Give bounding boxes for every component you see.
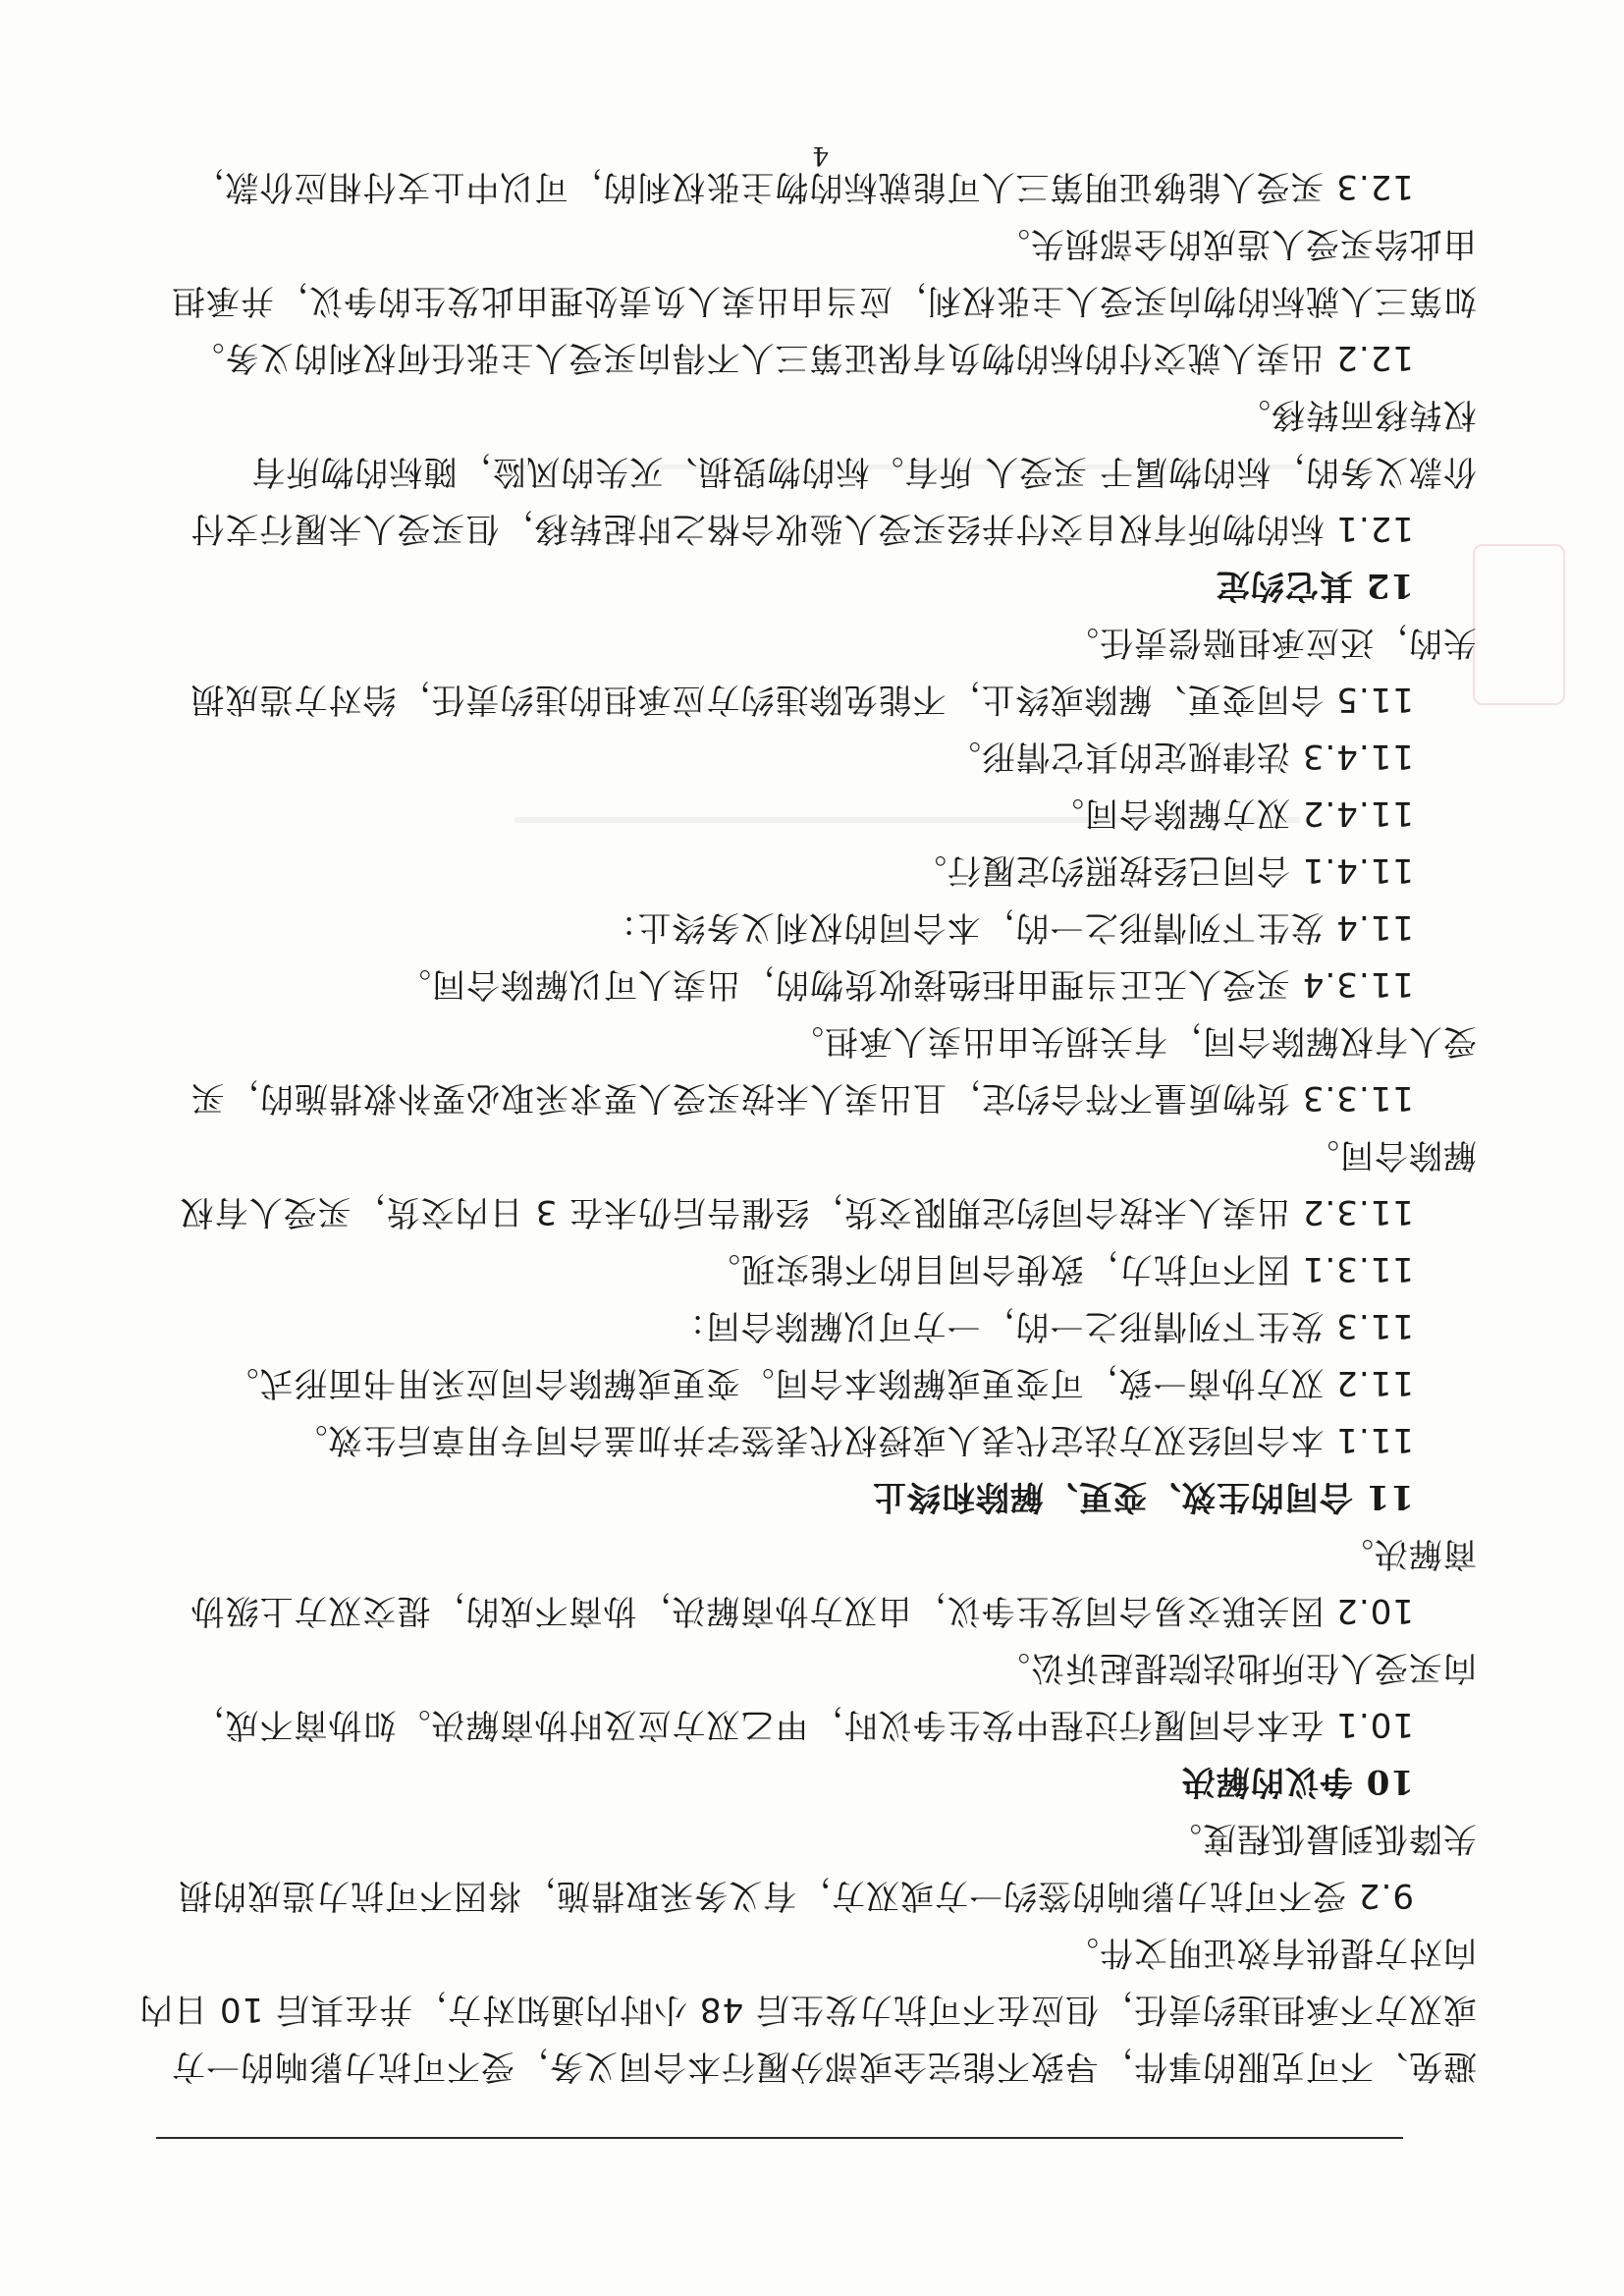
text-line: 避免、不可克服的事件，导致不能完全或部分履行本合同义务，受不可抗力影响的一方 (171, 2047, 1477, 2086)
text-line: 失的，还应承担赔偿责任。 (1064, 623, 1477, 662)
text-line: 解除合同。 (1305, 1135, 1477, 1175)
text-line: 11.3.4 买受人无正当理由拒绝接收货物的，出卖人可以解除合同。 (397, 964, 1414, 1004)
text-line: 11.4.1 合同已经按照约定履行。 (912, 850, 1414, 890)
text-line: 受人有权解除合同，有关损失由出卖人承担。 (789, 1021, 1477, 1061)
text-line: 价款义务的，标的物属于 买受人 所有。标的物毁损、灭失的风险，随标的物所有 (250, 452, 1477, 491)
contract-text (138, 158, 1477, 2095)
text-line: 11.4 发生下列情形之一的，本合同的权利义务终止： (602, 907, 1414, 947)
text-line: 12.2 出卖人就交付的标的物负有保证第三人不得向买受人主张任何权利的义务。 (189, 338, 1414, 377)
text-line: 10.1 在本合同履行过程中发生争议时，甲乙双方应及时协商解决。如协商不成， (189, 1705, 1414, 1744)
text-line: 11.4.3 法律规定的其它情形。 (947, 737, 1414, 776)
text-line: 12.1 标的物所有权自交付并经买受人验收合格之时起转移，但买受人未履行支付 (189, 509, 1414, 548)
stamp-ghost (1473, 544, 1565, 705)
section-heading: 11 合同的生效、变更、解除和终止 (871, 1477, 1414, 1516)
text-line: 11.2 双方协商一致，可变更或解除本合同。变更或解除合同应采用书面形式。 (224, 1363, 1414, 1402)
page-number: 4 (812, 140, 829, 170)
text-line: 如第三人就标的物向买受人主张权利，应当由出卖人负责处理由此发生的争议，并承担 (171, 281, 1477, 320)
text-line: 向买受人住所地法院提起诉讼。 (996, 1648, 1477, 1687)
section-heading: 10 争议的解决 (1180, 1762, 1414, 1801)
text-line: 11.3 发生下列情形之一的，一方可以解除合同： (671, 1306, 1414, 1345)
header-rule (156, 2137, 1403, 2139)
text-line: 11.3.1 因不可抗力，致使合同目的不能实现。 (706, 1249, 1414, 1288)
text-line: 11.5 合同变更、解除或终止，不能免除违约方应承担的违约责任，给对方造成损 (189, 680, 1414, 719)
text-line: 或双方不承担违约责任，但应在不可抗力发生后 48 小时内通知对方，并在其后 10 日内 (138, 1990, 1477, 2029)
text-line: 11.3.2 出卖人未按合同约定期限交货，经催告后仍未在 3 日内交货，买受人有权 (179, 1192, 1414, 1231)
text-line: 权转移而转移。 (1236, 395, 1477, 434)
text-line: 由此给买受人造成的全部损失。 (996, 224, 1477, 263)
text-line: 12.3 买受人能够证明第三人可能就标的物主张权利的，可以中止支付相应价款， (189, 167, 1414, 206)
text-line: 11.4.2 双方解除合同。 (1050, 793, 1414, 833)
text-line: 失降低到最低程度。 (1167, 1819, 1477, 1858)
text-line: 9.2 受不可抗力影响的签约一方或双方，有义务采取措施，将因不可抗力造成的损 (178, 1876, 1414, 1915)
text-line: 向对方提供有效证明文件。 (1064, 1933, 1477, 1972)
text-line: 10.2 因关联交易合同发生争议，由双方协商解决，协商不成的，提交双方上级协 (189, 1591, 1414, 1630)
text-line: 11.3.3 货物质量不符合约定，且出卖人未按买受人要求采取必要补救措施的，买 (190, 1078, 1414, 1118)
text-line: 11.1 本合同经双方法定代表人或授权代表签字并加盖合同专用章后生效。 (293, 1420, 1414, 1459)
text-line: 商解决。 (1339, 1534, 1477, 1573)
section-heading: 12 其它约定 (1215, 566, 1414, 605)
